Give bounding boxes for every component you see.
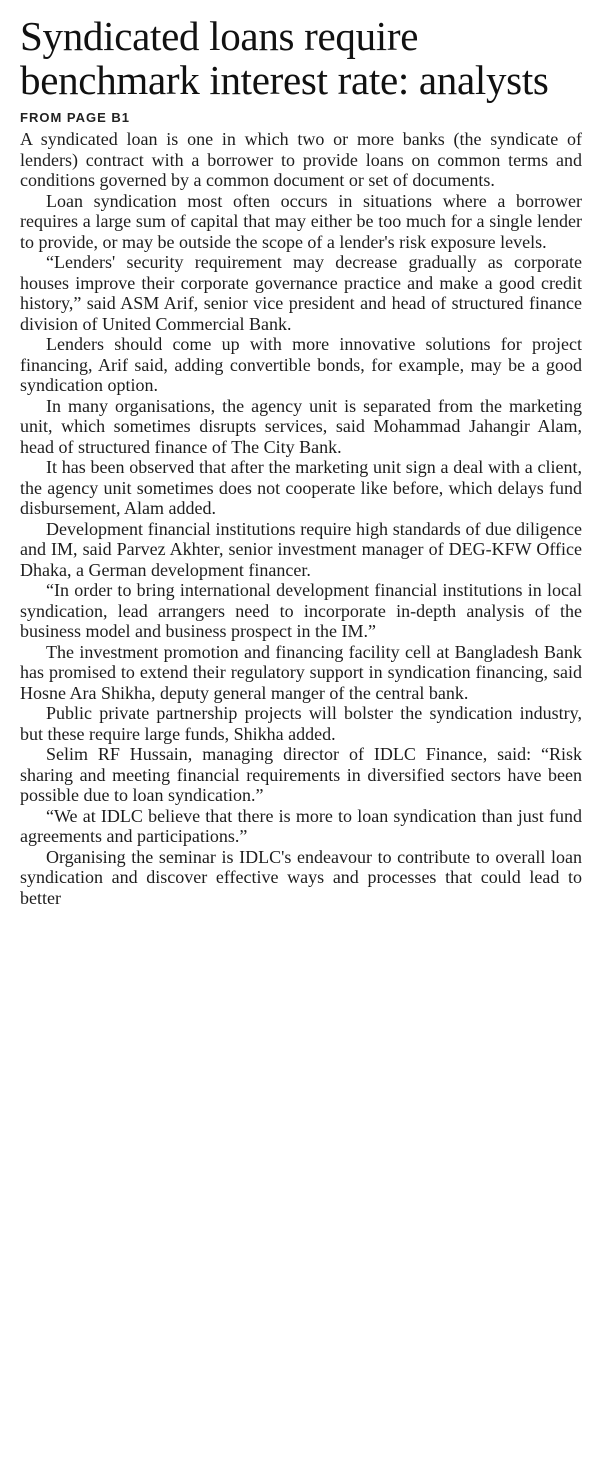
paragraph: The investment promotion and financing facility cell at Bangladesh Bank has promised to extend their regulatory support in syndication financing, said Hosne Ara Shikha, deputy general manger of the central bank.	[20, 641, 582, 703]
paragraph: Organising the seminar is IDLC's endeavour to contribute to overall loan syndication and discover effective ways and processes that could lead to better	[20, 846, 582, 908]
paragraph: Lenders should come up with more innovative solutions for project financing, Arif said, adding convertible bonds, for example, may be a good syndication option.	[20, 334, 582, 395]
paragraph: “In order to bring international development financial institutions in local syndication, lead arrangers need to incorporate in-depth analysis of the business model and business prospect in the IM.”	[20, 580, 582, 641]
paragraph: In many organisations, the agency unit is separated from the marketing unit, which sometimes disrupts services, said Mohammad Jahangir Alam, head of structured finance of The City Bank.	[20, 395, 582, 457]
jump-line: FROM PAGE B1	[20, 110, 130, 125]
paragraph: “Lenders' security requirement may decrease gradually as corporate houses improve their corporate governance practice and make a good credit history,” said ASM Arif, senior vice president and head of structured finance division of United Commercial Bank.	[20, 252, 582, 334]
article-headline	[20, 14, 582, 102]
article-body	[20, 129, 582, 908]
paragraph: Public private partnership projects will bolster the syndication industry, but these require large funds, Shikha added.	[20, 703, 582, 744]
paragraph: Selim RF Hussain, managing director of IDLC Finance, said: “Risk sharing and meeting financial requirements in diversified sectors have been possible due to loan syndication.”	[20, 744, 582, 805]
paragraph: A syndicated loan is one in which two or more banks (the syndicate of lenders) contract with a borrower to provide loans on common terms and conditions governed by a common document or set of documents.	[20, 129, 582, 190]
paragraph: “We at IDLC believe that there is more to loan syndication than just fund agreements and participations.”	[20, 805, 582, 846]
headline-line-1: Syndicated loans require	[20, 13, 419, 59]
paragraph: Loan syndication most often occurs in situations where a borrower requires a large sum of capital that may either be too much for a single lender to provide, or may be outside the scope of a lender's risk exposure levels.	[20, 190, 582, 252]
paragraph: It has been observed that after the marketing unit sign a deal with a client, the agency unit sometimes does not cooperate like before, which delays fund disbursement, Alam added.	[20, 457, 582, 518]
headline-line-2: benchmark interest rate: analysts	[20, 57, 549, 103]
paragraph: Development financial institutions require high standards of due diligence and IM, said Parvez Akhter, senior investment manager of DEG-KFW Office Dhaka, a German development financer.	[20, 518, 582, 580]
